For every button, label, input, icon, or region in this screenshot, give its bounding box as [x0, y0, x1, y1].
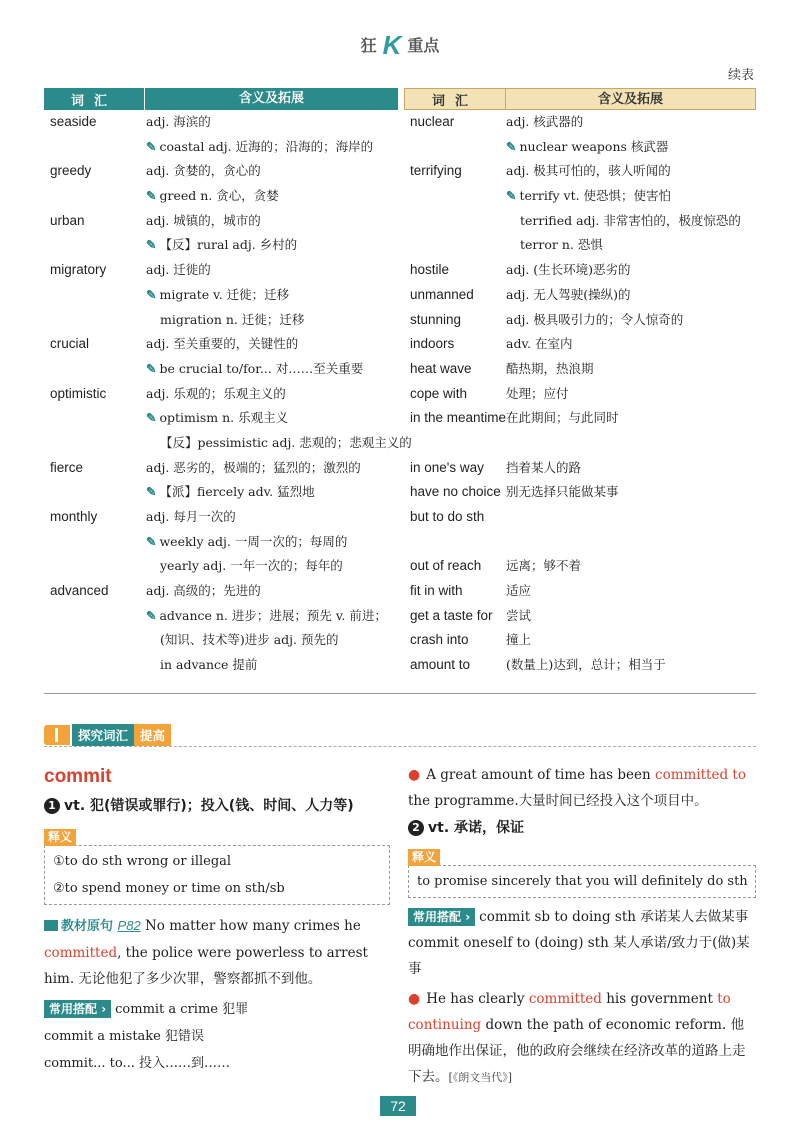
sense-number: 1: [44, 798, 60, 814]
vocab-word: crash into: [410, 632, 469, 648]
meaning-line: terrified adj. 非常害怕的，极度惊恐的: [520, 212, 741, 228]
sense-number: 2: [408, 820, 424, 836]
meaning-line: adj. 海滨的: [146, 114, 211, 129]
brand-k-mark: K: [382, 30, 402, 60]
collocation: commit oneself to (doing) sth 某人承诺/致力于(做)某事: [408, 935, 750, 977]
entry-right-column: [408, 762, 756, 1091]
meaning-line: [506, 431, 756, 456]
meaning-line: in advance 提前: [160, 657, 258, 673]
vocab-word: crucial: [50, 336, 90, 352]
example-translation: 他明确地作出保证，他的政府会继续在经济改革的道路上走下去。: [408, 1017, 746, 1085]
table-row: [44, 456, 398, 505]
vocab-word: indoors: [410, 336, 455, 352]
collocation: commit a crime 犯罪: [115, 1002, 249, 1017]
divider: [44, 746, 756, 747]
collocation-tag: 常用搭配 ›: [44, 1000, 111, 1018]
sense-2: [408, 814, 756, 842]
definition-line: to promise sincerely that you will definitely do sth: [417, 874, 748, 889]
vocab-word: in the meantime: [410, 410, 507, 426]
vocab-word: in one's way: [410, 459, 484, 475]
meaning-line: [506, 530, 756, 555]
table-row: [404, 283, 756, 308]
vocab-word: nuclear: [410, 114, 455, 129]
pen-icon: ✎: [146, 237, 157, 253]
table-row: [404, 653, 756, 678]
source-page: P82: [117, 918, 141, 933]
meaning-line: ✎ nuclear weapons 核武器: [506, 138, 669, 154]
example-translation: 无论他犯了多少次罪，警察都抓不到他。: [78, 971, 322, 987]
meaning-line: ✎ coastal adj. 近海的；沿海的；海岸的: [146, 138, 374, 154]
pen-icon: ✎: [506, 188, 517, 204]
table-row: [404, 406, 756, 455]
continued-label: 续表: [727, 68, 754, 83]
meaning-line: ✎ optimism n. 乐观主义: [146, 410, 289, 426]
meaning-line: 尝试: [506, 607, 532, 623]
book-icon: [44, 725, 70, 745]
table-row: [404, 628, 756, 653]
meaning-line: 适应: [506, 583, 532, 599]
table-row: [404, 604, 756, 629]
col-word-header: 词汇: [431, 93, 478, 109]
vocab-word: hostile: [410, 262, 450, 278]
definition-tag: 释义: [408, 849, 440, 866]
meaning-line: adj. 核武器的: [506, 114, 584, 129]
vocab-word: out of reach: [410, 558, 482, 574]
bullet-icon: ●: [408, 991, 421, 1007]
pen-icon: ✎: [146, 286, 157, 302]
table-bottom-rule: [44, 693, 756, 694]
vocab-word: greedy: [50, 163, 92, 179]
table-row: [404, 159, 756, 258]
table-header: [44, 88, 398, 110]
meaning-line: 挡着某人的路: [506, 459, 582, 475]
meaning-line: ✎ terrify vt. 使恐惧；使害怕: [506, 188, 672, 204]
vocab-word: migratory: [50, 262, 107, 278]
meaning-line: terror n. 恐惧: [520, 237, 603, 253]
collocations-1: [44, 996, 390, 1077]
example-translation: 大量时间已经投入这个项目中。: [518, 793, 708, 809]
pen-icon: ✎: [146, 484, 157, 500]
table-row: [44, 505, 398, 579]
meaning-line: adj. 城镇的，城市的: [146, 212, 261, 228]
meaning-line: ✎ 【派】fiercely adv. 猛烈地: [146, 484, 315, 500]
brand-right: 重点: [407, 38, 440, 55]
vocab-word: optimistic: [50, 385, 107, 401]
vocab-word: fierce: [50, 459, 84, 475]
entry-left-column: [44, 762, 390, 1077]
vocab-table-right: [404, 88, 756, 678]
meaning-line: ✎ 【反】rural adj. 乡村的: [146, 237, 298, 253]
pen-icon: ✎: [146, 360, 157, 376]
highlight: committed: [44, 945, 118, 961]
table-row: [44, 382, 412, 456]
collocation: commit sb to doing sth 承诺某人去做某事: [479, 909, 749, 925]
table-row: [44, 258, 398, 332]
brand-left: 狂: [360, 38, 377, 55]
table-row: [44, 209, 398, 258]
table-body: [44, 110, 412, 678]
meaning-line: 【反】pessimistic adj. 悲观的；悲观主义的: [160, 434, 412, 450]
textbook-example: 教材原句 P82 No matter how many crimes he committed, the police were powerless to arrest him. 无论他犯了多少次罪，警察都抓不到他。: [44, 918, 368, 987]
meaning-line: 撞上: [506, 632, 532, 648]
collocation: commit... to... 投入……到……: [44, 1056, 231, 1071]
table-row: [404, 554, 756, 579]
explore-section-title: [44, 724, 171, 746]
improve-label: 提高: [134, 724, 171, 746]
example-3: ● He has clearly committed his government to continuing down the path of economic reform. 他明确地作出保证，他的政府会继续在经济改革的道路上走下去。[《朗文当代》]: [408, 991, 746, 1085]
meaning-line: adj. 迁徙的: [146, 262, 211, 278]
table-row: [44, 579, 398, 678]
definition-tag: 释义: [44, 829, 76, 846]
meaning-line: adj. 乐观的；乐观主义的: [146, 385, 286, 401]
meaning-line: (知识、技术等)进步 adj. 预先的: [160, 632, 339, 648]
table-row: [404, 110, 756, 159]
sense-label: vt. 承诺，保证: [428, 820, 525, 836]
explore-label: 探究词汇: [72, 724, 134, 746]
col-meaning-header: 含义及拓展: [144, 88, 398, 110]
meaning-line: adv. 在室内: [506, 336, 573, 352]
vocab-word: cope with: [410, 385, 468, 401]
meaning-line: ✎ greed n. 贪心，贪婪: [146, 188, 279, 204]
sense-label: vt. 犯(错误或罪行)；投入(钱、时间、人力等): [64, 798, 354, 814]
meaning-line: adj. 贪婪的，贪心的: [146, 163, 261, 179]
meaning-line: adj. 无人驾驶(操纵)的: [506, 286, 631, 302]
meaning-line: 别无选择只能做某事: [506, 484, 619, 500]
pen-icon: ✎: [146, 188, 157, 204]
sense-1: [44, 792, 390, 820]
pen-icon: ✎: [146, 533, 157, 549]
collocations-2: [408, 904, 756, 982]
citation: [《朗文当代》]: [448, 1071, 513, 1084]
vocab-word: have no choice but to do sth: [410, 484, 501, 525]
vocab-word: advanced: [50, 583, 109, 599]
table-row: [404, 357, 756, 382]
meaning-line: adj. (生长环境)恶劣的: [506, 262, 631, 278]
meaning-line: 在此期间；与此同时: [506, 410, 619, 426]
definition-box: [44, 845, 390, 905]
meaning-line: ✎ advance n. 进步；进展；预先 v. 前进；: [146, 607, 387, 623]
meaning-line: adj. 每月一次的: [146, 509, 236, 524]
highlight: committed: [528, 991, 602, 1007]
pen-icon: ✎: [506, 138, 517, 154]
table-row: [404, 382, 756, 407]
highlight: committed to: [655, 767, 746, 783]
brand-logo: [0, 30, 800, 61]
table-header: [404, 88, 756, 110]
meaning-line: adj. 极具吸引力的；令人惊奇的: [506, 311, 684, 327]
meaning-line: adj. 至关重要的，关键性的: [146, 336, 299, 352]
col-meaning-header: 含义及拓展: [505, 89, 755, 109]
meaning-line: yearly adj. 一年一次的；每年的: [160, 558, 343, 574]
definition-box: [408, 865, 756, 898]
vocab-word: unmanned: [410, 286, 474, 302]
table-row: [404, 308, 756, 333]
vocab-word: stunning: [410, 311, 462, 327]
meaning-line: adj. 恶劣的，极端的；猛烈的；激烈的: [146, 459, 361, 475]
meaning-line: ✎ weekly adj. 一周一次的；每周的: [146, 533, 348, 549]
example-2: ● A great amount of time has been committed to the programme.大量时间已经投入这个项目中。: [408, 767, 746, 809]
table-body: [404, 110, 756, 678]
meaning-line: (数量上)达到，总计；相当于: [506, 657, 666, 673]
pen-icon: ✎: [146, 410, 157, 426]
bullet-icon: ●: [408, 767, 421, 783]
table-row: [404, 579, 756, 604]
meaning-line: 处理；应付: [506, 385, 569, 401]
meaning-line: ✎ be crucial to/for... 对……至关重要: [146, 360, 364, 376]
meaning-line: adj. 极其可怕的，骇人听闻的: [506, 163, 671, 179]
collocation-tag: 常用搭配 ›: [408, 908, 475, 926]
pen-icon: ✎: [146, 607, 157, 623]
table-row: [404, 480, 756, 554]
vocab-word: seaside: [50, 114, 97, 129]
col-word-header: 词汇: [70, 93, 117, 109]
table-row: [404, 258, 756, 283]
source-tag: 教材原句 P82: [44, 919, 141, 934]
meaning-line: ✎ migrate v. 迁徙；迁移: [146, 286, 290, 302]
vocab-word: amount to: [410, 657, 471, 673]
definition-line: ②to spend money or time on sth/sb: [53, 881, 285, 896]
page-number: 72: [380, 1096, 416, 1116]
vocab-word: heat wave: [410, 360, 472, 376]
table-row: [404, 456, 756, 481]
meaning-line: migration n. 迁徙；迁移: [160, 311, 305, 327]
headword: commit: [44, 766, 112, 787]
table-row: [44, 159, 398, 208]
table-row: [44, 332, 398, 381]
vocab-table-left: [44, 88, 412, 678]
vocab-word: get a taste for: [410, 607, 493, 623]
vocab-word: terrifying: [410, 163, 462, 179]
meaning-line: 酷热期，热浪期: [506, 360, 594, 376]
meaning-line: [506, 505, 756, 530]
vocab-word: urban: [50, 212, 85, 228]
vocab-word: fit in with: [410, 583, 463, 599]
vocab-word: monthly: [50, 509, 98, 524]
book-icon: [44, 920, 58, 931]
table-row: [404, 332, 756, 357]
meaning-line: adj. 高级的；先进的: [146, 583, 261, 599]
table-row: [44, 110, 398, 159]
collocation: commit a mistake 犯错误: [44, 1029, 204, 1044]
pen-icon: ✎: [146, 138, 157, 154]
meaning-line: 远离；够不着: [506, 558, 582, 574]
definition-line: ①to do sth wrong or illegal: [53, 854, 232, 869]
highlight: to continuing: [408, 991, 731, 1033]
